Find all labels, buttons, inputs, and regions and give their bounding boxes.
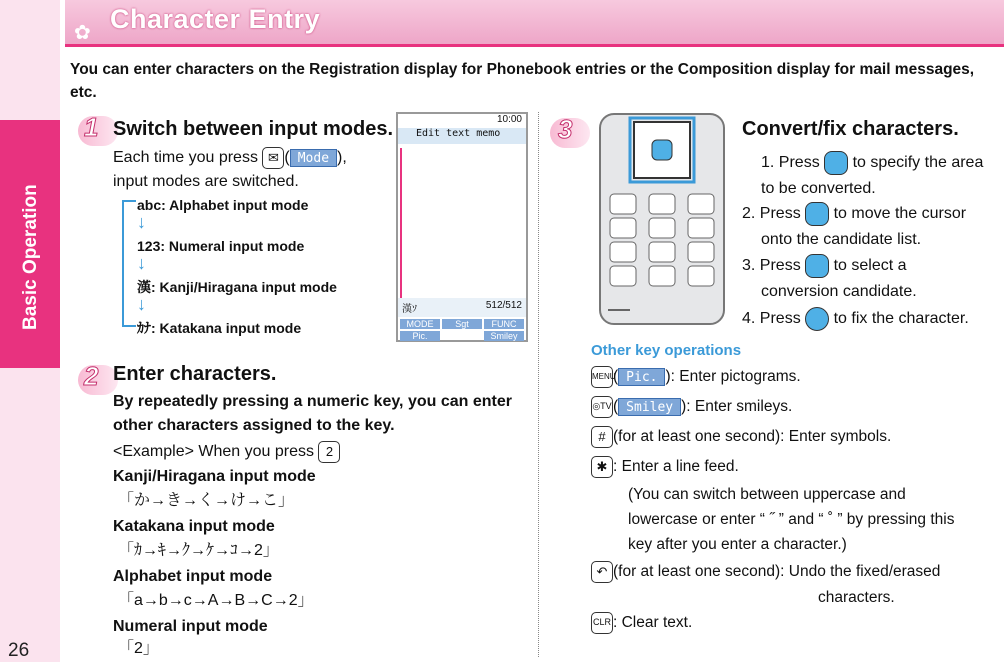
up-down-key-icon xyxy=(805,202,829,226)
intro-text: You can enter characters on the Registration display for Phonebook entries or the Composition display for mail messages, etc. xyxy=(70,61,975,101)
step3-item: 1. Press to specify the area xyxy=(761,151,983,175)
phone-keypad-illustration xyxy=(596,112,728,328)
step3-item-cont: onto the candidate list. xyxy=(761,231,922,248)
step3-item-cont: to be converted. xyxy=(761,180,876,197)
call-key-icon: ↶ xyxy=(591,561,613,583)
entry-seq: 「2」 xyxy=(118,640,159,657)
step3-item: 3. Press to select a xyxy=(742,254,907,278)
flower-icon: ✿ xyxy=(74,22,91,44)
entry-mode: Numeral input mode xyxy=(113,618,268,635)
entry-mode: Katakana input mode xyxy=(113,518,275,535)
softkey-mode: Mode xyxy=(290,149,337,167)
other-line: ↶ (for at least one second): Undo the fixed/erased xyxy=(591,560,940,583)
enter-key-icon xyxy=(805,307,829,331)
other-line: ✱ : Enter a line feed. xyxy=(591,455,739,478)
clr-key-icon: CLR xyxy=(591,612,613,634)
page-number: 26 xyxy=(8,640,30,661)
text-cursor xyxy=(400,148,402,298)
entry-seq: 「か→き→く→け→こ」 xyxy=(118,492,295,509)
hash-key-icon: # xyxy=(591,426,613,448)
mode-item: ｶﾅ: Katakana input mode xyxy=(137,320,302,336)
softkey: Sgt xyxy=(442,319,482,329)
mode-item: 123: Numeral input mode xyxy=(137,238,305,254)
step3-title: Convert/fix characters. xyxy=(742,118,959,140)
softkey-pic: Pic. xyxy=(618,368,665,386)
column-divider xyxy=(538,112,539,657)
key-2-icon: 2 xyxy=(318,441,340,463)
note-line: key after you enter a character.) xyxy=(628,536,847,553)
screen-header: Edit text memo xyxy=(398,128,526,144)
softkey: MODE xyxy=(400,319,440,329)
other-line: ◎TV( Smiley ): Enter smileys. xyxy=(591,395,792,418)
down-arrow-icon: ↓ xyxy=(137,212,146,232)
step2-bold: By repeatedly pressing a numeric key, you can enter other characters assigned to the key. xyxy=(113,393,512,434)
entry-seq: 「a→b→c→A→B→C→2」 xyxy=(118,592,314,609)
step1-text-2: input modes are switched. xyxy=(113,173,299,190)
step2-example: <Example> When you press 2 xyxy=(113,440,340,464)
menu-key-icon: MENU xyxy=(591,366,613,388)
star-key-icon: ✱ xyxy=(591,456,613,478)
entry-mode: Kanji/Hiragana input mode xyxy=(113,468,316,485)
softkey: FUNC xyxy=(484,319,524,329)
phone-screen xyxy=(396,112,528,342)
input-mode-indicator: 漢ｿ xyxy=(402,304,417,315)
note-line: lowercase or enter “ ˝ ” and “ ˚ ” by pressing this xyxy=(628,511,955,528)
step-number-2: 2 xyxy=(84,361,99,391)
title-underline xyxy=(65,44,1004,47)
char-count: 512/512 xyxy=(485,300,522,311)
section-label: Basic Operation xyxy=(20,184,41,330)
step1-title: Switch between input modes. xyxy=(113,118,394,140)
other-line: CLR : Clear text. xyxy=(591,611,692,634)
multi-key-icon xyxy=(824,151,848,175)
note-line: (You can switch between uppercase and xyxy=(628,486,906,503)
other-heading: Other key operations xyxy=(591,342,742,359)
mode-item: 漢: Kanji/Hiragana input mode xyxy=(137,279,337,295)
down-arrow-icon: ↓ xyxy=(137,294,146,314)
step3-item: 4. Press to fix the character. xyxy=(742,307,969,331)
camera-tv-key-icon: ◎TV xyxy=(591,396,613,418)
mode-item: abc: Alphabet input mode xyxy=(137,197,309,213)
page-title: Character Entry xyxy=(110,4,321,34)
status-time: 10:00 xyxy=(496,114,522,125)
mail-key-icon: ✉ xyxy=(262,147,284,169)
all-direction-key-icon xyxy=(805,254,829,278)
mode-cycle-line xyxy=(122,202,124,327)
softkey-smiley: Smiley xyxy=(618,398,681,416)
softkey: Pic. xyxy=(400,331,440,341)
entry-mode: Alphabet input mode xyxy=(113,568,273,585)
step-number-1: 1 xyxy=(84,112,99,142)
mode-cycle-top xyxy=(122,200,136,202)
mode-cycle-bottom xyxy=(122,325,136,327)
step1-text: Each time you press ✉ ( Mode ), xyxy=(113,146,347,170)
other-line-cont: characters. xyxy=(818,589,895,606)
entry-seq: 「ｶ→ｷ→ｸ→ｹ→ｺ→2」 xyxy=(118,542,279,559)
step3-item: 2. Press to move the cursor xyxy=(742,202,966,226)
step-number-3: 3 xyxy=(558,114,573,144)
softkey: Smiley xyxy=(484,331,524,341)
other-line: # (for at least one second): Enter symbols. xyxy=(591,425,891,448)
step3-item-cont: conversion candidate. xyxy=(761,283,917,300)
down-arrow-icon: ↓ xyxy=(137,253,146,273)
step2-title: Enter characters. xyxy=(113,363,277,385)
other-line: MENU( Pic. ): Enter pictograms. xyxy=(591,365,801,388)
